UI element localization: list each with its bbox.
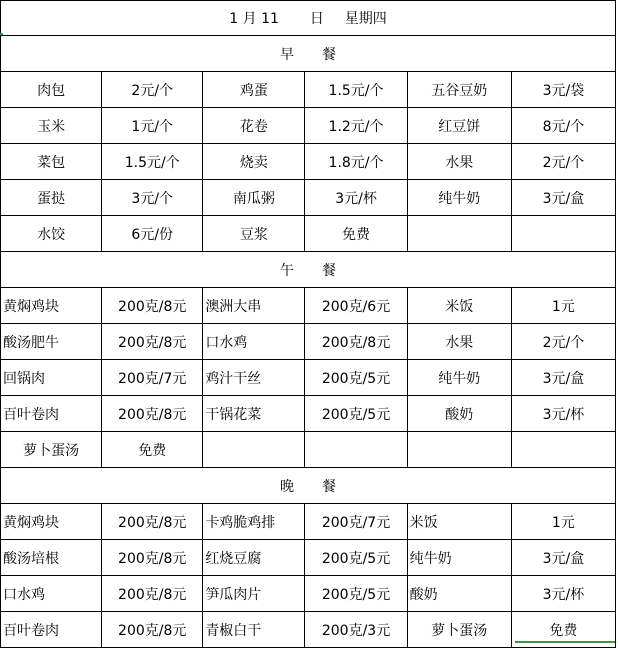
item-price-cell: 1元 <box>511 288 615 324</box>
item-price-cell: 200克/6元 <box>305 288 407 324</box>
item-price-cell: 200克/8元 <box>102 396 203 432</box>
item-name-cell: 干锅花菜 <box>203 396 305 432</box>
item-price-cell: 200克/8元 <box>102 612 203 648</box>
table-row <box>1 576 616 612</box>
item-price-cell: 200克/8元 <box>102 324 203 360</box>
item-price-cell: 免费 <box>305 216 407 252</box>
item-price-cell: 3元/杯 <box>511 396 615 432</box>
item-price-cell: 6元/份 <box>102 216 203 252</box>
item-name-cell: 萝卜蛋汤 <box>1 432 102 468</box>
item-price-cell: 200克/5元 <box>305 360 407 396</box>
breakfast-header-row <box>1 36 616 72</box>
item-name-cell: 蛋挞 <box>1 180 102 216</box>
item-price-cell: 200克/8元 <box>102 576 203 612</box>
item-name-cell: 百叶卷肉 <box>1 396 102 432</box>
dinner-header-row <box>1 468 616 504</box>
date-title <box>1 1 616 36</box>
table-row <box>1 180 616 216</box>
item-price-cell <box>511 432 615 468</box>
item-name-cell: 萝卜蛋汤 <box>407 612 511 648</box>
item-name-cell: 鸡汁干丝 <box>203 360 305 396</box>
item-price-cell: 3元/袋 <box>511 72 615 108</box>
item-name-cell: 米饭 <box>407 504 511 540</box>
item-price-cell: 2元/个 <box>511 324 615 360</box>
title-month: 1 <box>229 11 239 27</box>
item-name-cell: 酸奶 <box>407 396 511 432</box>
item-price-cell: 1.2元/个 <box>305 108 407 144</box>
item-price-cell: 8元/个 <box>511 108 615 144</box>
lunch-title-b: 餐 <box>322 262 336 279</box>
table-row <box>1 288 616 324</box>
title-day: 11 <box>261 11 279 27</box>
item-price-cell: 200克/8元 <box>102 504 203 540</box>
item-price-cell: 3元/盒 <box>511 360 615 396</box>
item-name-cell: 纯牛奶 <box>407 540 511 576</box>
item-name-cell: 回锅肉 <box>1 360 102 396</box>
item-name-cell: 百叶卷肉 <box>1 612 102 648</box>
table-row <box>1 72 616 108</box>
title-weekday: 星期四 <box>344 11 387 27</box>
table-row <box>1 396 616 432</box>
date-title-row <box>1 1 616 36</box>
dinner-title-b: 餐 <box>322 478 336 495</box>
table-row <box>1 432 616 468</box>
table-row <box>1 144 616 180</box>
item-name-cell <box>407 432 511 468</box>
item-price-cell: 200克/7元 <box>102 360 203 396</box>
title-month-label: 月 <box>242 11 257 27</box>
item-price-cell: 2元/个 <box>102 72 203 108</box>
table-row <box>1 360 616 396</box>
item-name-cell: 五谷豆奶 <box>407 72 511 108</box>
item-name-cell: 水饺 <box>1 216 102 252</box>
item-price-cell: 1.5元/个 <box>102 144 203 180</box>
item-price-cell: 3元/盒 <box>511 180 615 216</box>
item-price-cell: 3元/盒 <box>511 540 615 576</box>
item-name-cell: 酸汤肥牛 <box>1 324 102 360</box>
item-name-cell: 黄焖鸡块 <box>1 504 102 540</box>
table-row <box>1 504 616 540</box>
item-name-cell: 纯牛奶 <box>407 180 511 216</box>
item-name-cell: 黄焖鸡块 <box>1 288 102 324</box>
table-row <box>1 540 616 576</box>
selection-underline <box>515 641 615 643</box>
item-price-cell <box>511 216 615 252</box>
item-name-cell: 菜包 <box>1 144 102 180</box>
item-price-cell: 3元/杯 <box>305 180 407 216</box>
item-name-cell: 澳洲大串 <box>203 288 305 324</box>
item-price-cell: 免费 <box>102 432 203 468</box>
item-price-cell: 200克/7元 <box>305 504 407 540</box>
breakfast-section-title <box>1 36 616 72</box>
item-price-cell: 3元/个 <box>102 180 203 216</box>
item-name-cell: 鸡蛋 <box>203 72 305 108</box>
item-price-cell <box>305 432 407 468</box>
item-price-cell: 1元 <box>511 504 615 540</box>
item-price-cell: 200克/8元 <box>102 288 203 324</box>
menu-table-body <box>1 1 616 648</box>
item-price-cell: 1.5元/个 <box>305 72 407 108</box>
item-price-cell: 200克/8元 <box>305 324 407 360</box>
dinner-title-a: 晚 <box>280 478 294 495</box>
item-name-cell <box>407 216 511 252</box>
item-name-cell: 卡鸡脆鸡排 <box>203 504 305 540</box>
item-name-cell: 红烧豆腐 <box>203 540 305 576</box>
item-name-cell: 肉包 <box>1 72 102 108</box>
item-price-cell: 2元/个 <box>511 144 615 180</box>
item-name-cell: 青椒白干 <box>203 612 305 648</box>
item-price-cell: 200克/3元 <box>305 612 407 648</box>
item-price-cell: 3元/杯 <box>511 576 615 612</box>
item-name-cell: 口水鸡 <box>203 324 305 360</box>
item-name-cell: 水果 <box>407 144 511 180</box>
breakfast-title-b: 餐 <box>322 46 336 63</box>
item-name-cell: 红豆饼 <box>407 108 511 144</box>
item-name-cell: 水果 <box>407 324 511 360</box>
item-price-cell: 200克/5元 <box>305 540 407 576</box>
item-name-cell: 酸奶 <box>407 576 511 612</box>
item-price-cell: 1.8元/个 <box>305 144 407 180</box>
item-price-cell: 1元/个 <box>102 108 203 144</box>
breakfast-title-a: 早 <box>280 46 294 63</box>
item-name-cell: 豆浆 <box>203 216 305 252</box>
item-price-cell: 200克/5元 <box>305 576 407 612</box>
item-name-cell: 米饭 <box>407 288 511 324</box>
dinner-section-title <box>1 468 616 504</box>
table-row <box>1 324 616 360</box>
item-price-cell: 200克/8元 <box>102 540 203 576</box>
item-price-cell: 免费 <box>511 612 615 648</box>
cell-marker <box>0 33 3 35</box>
item-name-cell: 笋瓜肉片 <box>203 576 305 612</box>
table-row <box>1 108 616 144</box>
lunch-section-title <box>1 252 616 288</box>
lunch-title-a: 午 <box>280 262 294 279</box>
item-name-cell: 口水鸡 <box>1 576 102 612</box>
item-name-cell: 花卷 <box>203 108 305 144</box>
title-day-label: 日 <box>309 11 324 27</box>
lunch-header-row <box>1 252 616 288</box>
item-name-cell: 玉米 <box>1 108 102 144</box>
item-price-cell: 200克/5元 <box>305 396 407 432</box>
item-name-cell <box>203 432 305 468</box>
table-row <box>1 216 616 252</box>
item-name-cell: 酸汤培根 <box>1 540 102 576</box>
item-name-cell: 纯牛奶 <box>407 360 511 396</box>
item-name-cell: 南瓜粥 <box>203 180 305 216</box>
item-name-cell: 烧卖 <box>203 144 305 180</box>
